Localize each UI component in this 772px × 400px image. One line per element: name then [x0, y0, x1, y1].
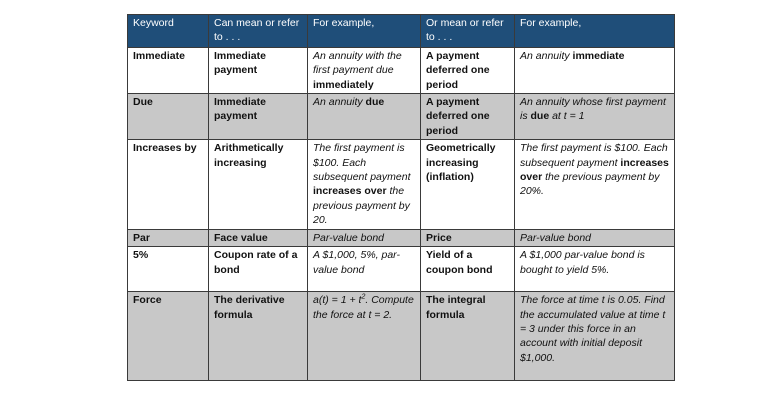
example-emphasis: immediate: [572, 49, 625, 62]
alt-meaning-cell: A payment deferred one period: [421, 47, 515, 93]
keyword-cell: Due: [128, 94, 209, 140]
meaning-cell: Coupon rate of a bond: [209, 247, 308, 292]
example-cell: Par-value bond: [308, 229, 421, 246]
exponent: 2: [361, 293, 366, 301]
example-text: An annuity with the first payment due: [313, 49, 402, 77]
example-text: the previous payment by 20.: [313, 185, 410, 227]
example-text: the previous payment by 20%.: [520, 171, 660, 198]
keyword-cell: 5%: [128, 247, 209, 292]
alt-example-cell: [515, 94, 675, 140]
header-keyword: Keyword: [128, 15, 209, 48]
example-text: The first payment is $100. Each subsequent payment: [313, 142, 411, 184]
example-text: The first payment is $100. Each subsequent payment: [520, 142, 668, 169]
example-cell: [308, 94, 421, 140]
keyword-cell: Force: [128, 292, 209, 381]
alt-meaning-cell: Yield of a coupon bond: [421, 247, 515, 292]
alt-example-cell: The force at time t is 0.05. Find the accumulated value at time t = 3 under this force in an account with initial deposit $1,000.: [515, 292, 675, 381]
table-row-immediate: [128, 47, 675, 93]
table-row-force: [128, 292, 675, 381]
meaning-cell: Immediate payment: [209, 47, 308, 93]
alt-meaning-cell: The integral formula: [421, 292, 515, 381]
meaning-cell: The derivative formula: [209, 292, 308, 381]
example-emphasis: due: [530, 110, 550, 123]
example-text: An annuity: [313, 96, 366, 109]
keyword-cell: Increases by: [128, 140, 209, 229]
example-text: An annuity whose first payment is: [520, 96, 666, 123]
alt-example-cell: A $1,000 par-value bond is bought to yield 5%.: [515, 247, 675, 292]
header-mean-1: Can mean or refer to . . .: [209, 15, 308, 48]
table-row-due: [128, 94, 675, 140]
example-cell: [308, 292, 421, 381]
header-mean-2: Or mean or refer to . . .: [421, 15, 515, 48]
keyword-meaning-table: [127, 14, 675, 381]
table-header-row: [128, 15, 675, 48]
alt-example-cell: Par-value bond: [515, 229, 675, 246]
example-text: a(t) = 1 + t: [313, 294, 362, 307]
table-row-increases-by: [128, 140, 675, 229]
example-text: at t = 1: [549, 110, 585, 123]
alt-meaning-cell: Price: [421, 229, 515, 246]
meaning-cell: Immediate payment: [209, 94, 308, 140]
table-row-par: [128, 229, 675, 246]
alt-example-cell: [515, 140, 675, 229]
alt-meaning-cell: Geometrically increasing (inflation): [421, 140, 515, 229]
example-emphasis: increases over: [313, 185, 387, 198]
example-cell: [308, 47, 421, 93]
header-example-1: For example,: [308, 15, 421, 48]
header-example-2: For example,: [515, 15, 675, 48]
example-emphasis: increases over: [520, 156, 669, 184]
table-row-5-percent: [128, 247, 675, 292]
keyword-cell: Par: [128, 229, 209, 246]
example-emphasis: immediately: [313, 78, 374, 91]
alt-meaning-cell: A payment deferred one period: [421, 94, 515, 140]
keyword-cell: Immediate: [128, 47, 209, 93]
meaning-cell: Face value: [209, 229, 308, 246]
alt-example-cell: [515, 47, 675, 93]
example-text: . Compute the force at t = 2.: [313, 294, 414, 321]
example-emphasis: due: [365, 96, 385, 109]
meaning-cell: Arithmetically increasing: [209, 140, 308, 229]
example-cell: [308, 140, 421, 229]
example-cell: A $1,000, 5%, par-value bond: [308, 247, 421, 292]
example-text: An annuity: [520, 49, 573, 62]
